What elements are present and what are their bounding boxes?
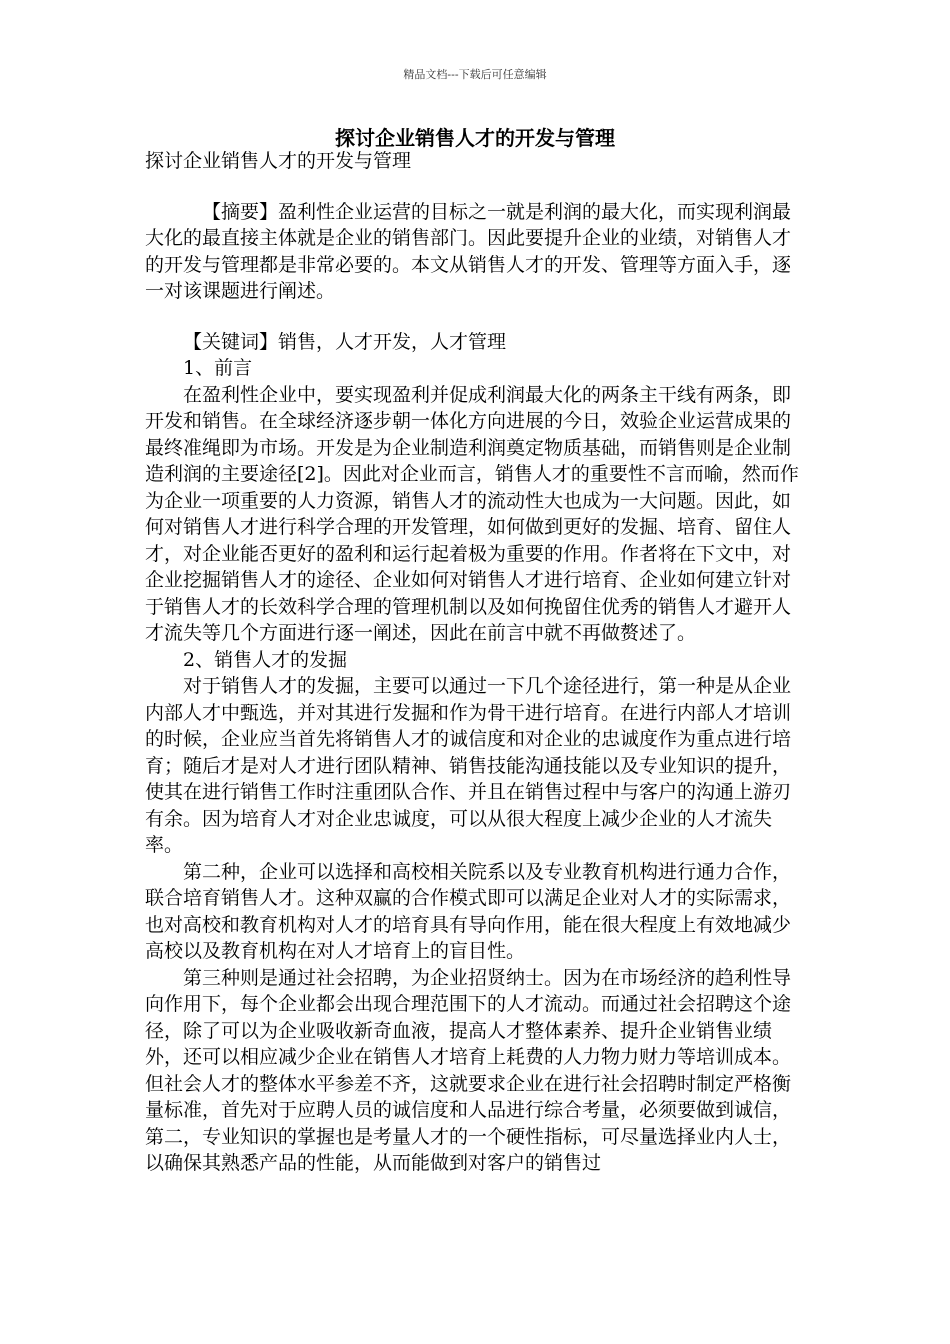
keywords-paragraph: 【关键词】销售，人才开发，人才管理 (183, 330, 507, 353)
body-paragraph: 在盈利性企业中，要实现盈利并促成利润最大化的两条主干线有两条，即开发和销售。在全球经济逐步朝一体化方向进展的今日，效验企业运营成果的最终准绳即为市场。开发是为企业制造利润奠定物质基础，而销售则是企业制造利润的主要途径[2]。因此对企业而言，销售人才的重要性不言而喻，然而作为企业一项重要的人力资源，销售人才的流动性大也成为一大问题。因此，如何对销售人才进行科学合理的开发管理，如何做到更好的发掘、培育、留住人才，对企业能否更好的盈利和运行起着极为重要的作用。作者将在下文中，对企业挖掘销售人才的途径、企业如何对销售人才进行培育、企业如何建立针对于销售人才的长效科学合理的管理机制以及如何挽留住优秀的销售人才避开人才流失等几个方面进行逐一阐述，因此在前言中就不再做赘述了。 (145, 383, 799, 644)
section-heading: 2、销售人才的发掘 (183, 648, 348, 671)
section-heading: 1、前言 (183, 357, 253, 379)
document-body (145, 148, 805, 1177)
header-note: 精品文档---下载后可任意编辑 (403, 68, 547, 81)
document-title: 探讨企业销售人才的开发与管理 (335, 126, 615, 150)
body-paragraph: 第三种则是通过社会招聘，为企业招贤纳士。因为在市场经济的趋利性导向作用下，每个企业都会出现合理范围下的人才流动。而通过社会招聘这个途径，除了可以为企业吸收新奇血液，提高人才整体素养、提升企业销售业绩外，还可以相应减少企业在销售人才培育上耗费的人力物力财力等培训成本。但社会人才的整体水平参差不齐，这就要求企业在进行社会招聘时制定严格衡量标准，首先对于应聘人员的诚信度和人品进行综合考量，必须要做到诚信，第二，专业知识的掌握也是考量人才的一个硬性指标，可尽量选择业内人士，以确保其熟悉产品的性能，从而能做到对客户的销售过 (145, 966, 792, 1174)
body-paragraph: 第二种，企业可以选择和高校相关院系以及专业教育机构进行通力合作，联合培育销售人才。这种双赢的合作模式即可以满足企业对人才的实际需求，也对高校和教育机构对人才的培育具有导向作用，能在很大程度上有效地减少高校以及教育机构在对人才培育上的盲目性。 (145, 860, 792, 962)
body-paragraph: 对于销售人才的发掘，主要可以通过一下几个途径进行，第一种是从企业内部人才中甄选，并对其进行发掘和作为骨干进行培育。在进行内部人才培训的时候，企业应当首先将销售人才的诚信度和对企业的忠诚度作为重点进行培育；随后才是对人才进行团队精神、销售技能沟通技能以及专业知识的提升，使其在进行销售工作时注重团队合作、并且在销售过程中与客户的沟通上游刃有余。因为培育人才对企业忠诚度，可以从很大程度上减少企业的人才流失率。 (145, 675, 792, 856)
abstract-paragraph: 【摘要】盈利性企业运营的目标之一就是利润的最大化，而实现利润最大化的最直接主体就是企业的销售部门。因此要提升企业的业绩，对销售人才的开发与管理都是非常必要的。本文从销售人才的开发、管理等方面入手，逐一对该课题进行阐述。 (145, 200, 792, 302)
subtitle: 探讨企业销售人才的开发与管理 (145, 150, 412, 172)
